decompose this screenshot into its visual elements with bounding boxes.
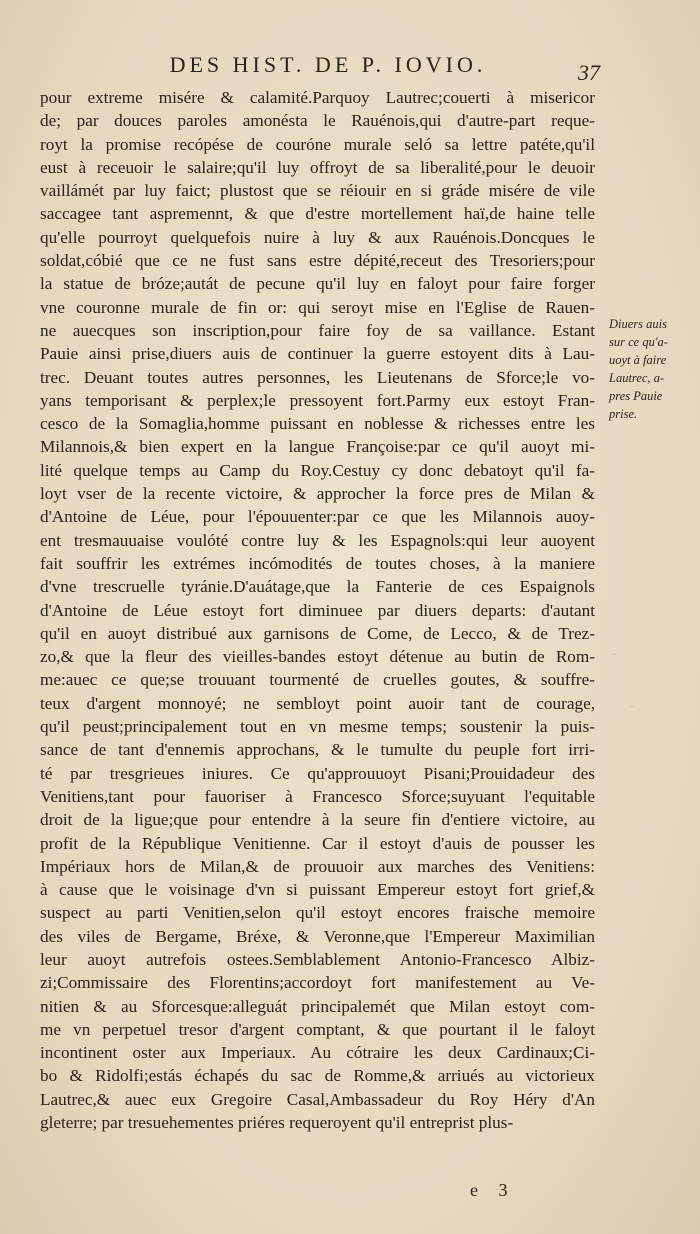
text-line: qu'il peust;principalement tout en vn mesme temps; soustenir la puis- (40, 717, 595, 737)
text-line: ne auecques son inscription,pour faire foy de sa vaillance. Estant (40, 320, 595, 340)
text-line: suspect au parti Venitien,selon qu'il estoyt encores fraische memoire (40, 903, 595, 923)
text-line: nitien & au Sforcesque:alleguát principalemét que Milan estoyt com- (40, 996, 595, 1016)
marginal-note-line: Lautrec, a- (609, 371, 665, 385)
text-line: cesco de la Somaglia,homme puissant en noblesse & richesses entre les (40, 414, 595, 434)
text-line: sance de tant d'ennemis approchans, & le tumulte du peuple fort irri- (40, 740, 595, 760)
text-line: d'vne trescruelle tyránie.D'auátage,que la Fanterie de ces Espaignols (40, 577, 595, 597)
text-line: bo & Ridolfi;estás échapés du sac de Romme,& arriués au victorieux (40, 1066, 595, 1086)
show-through-mark: - (612, 648, 616, 660)
text-line: soldat,cóbié que ce ne fust sans estre dépité,receut des Tresoriers;pour (40, 251, 595, 271)
text-line: qu'il en auoyt distribué aux garnisons de Come, de Lecco, & de Trez- (40, 623, 595, 643)
text-line: eust à receuoir le salaire;qu'il luy offroyt de sa liberalité,pour le deuoir (40, 157, 595, 177)
marginal-note (609, 315, 695, 423)
text-line: des viles de Bergame, Bréxe, & Veronne,que l'Empereur Maximilian (40, 926, 595, 946)
text-line: royt la promise recópése de couróne murale seló sa lettre patéte,qu'il (40, 134, 595, 154)
text-line: zo,& que la fleur des vieilles-bandes estoyt détenue au butin de Rom- (40, 647, 595, 667)
text-line: Pauie ainsi prise,diuers auis de continuer la guerre estoyent dits à Lau- (40, 344, 595, 364)
text-line: d'Antoine de Léue, pour l'épouuenter:par ce que les Milannois auoy- (40, 507, 595, 527)
running-title: DES HIST. DE P. IOVIO. (169, 52, 487, 77)
signature-mark: e 3 (470, 1180, 516, 1200)
text-line: loyt vser de la recente victoire, & approcher la force pres de Milan & (40, 484, 595, 504)
main-text-block (40, 86, 595, 1134)
text-line: trec. Deuant toutes autres personnes, les Lieutenans de Sforce;le vo- (40, 367, 595, 387)
text-line: incontinent oster aux Imperiaux. Au cótraire les deux Cardinaux;Ci- (40, 1043, 595, 1063)
text-line: pour extreme misére & calamité.Parquoy Lautrec;couerti à misericor (40, 88, 595, 107)
page-number: 37 (578, 60, 600, 85)
text-line: fait souffrir les extrémes incómodités de toutes choses, à la maniere (40, 553, 595, 573)
marginal-note-line: sur ce qu'a- (609, 335, 668, 349)
text-line: yans temporisant & perplex;le pressoyent fort.Parmy eux estoyt Fran- (40, 390, 595, 410)
text-line: d'Antoine de Léue estoyt fort diminuee par diuers departs: d'autant (40, 600, 595, 620)
text-line: de; par douces paroles amonésta le Rauénois,qui d'autre-part reque- (40, 111, 595, 131)
text-line: zi;Commissaire des Florentins;accordoyt fort manifestement au Ve- (40, 973, 595, 993)
text-line: Lautrec,& auec eux Gregoire Casal,Ambassadeur du Roy Héry d'An (40, 1089, 595, 1109)
text-line: la statue de bróze;autát de pecune qu'il luy en faloyt pour faire forger (40, 274, 595, 294)
marginal-note-line: pres Pauie (609, 389, 663, 403)
text-line: qu'elle pourroyt quelquefois nuire à luy & aux Rauénois.Doncques le (40, 227, 595, 247)
text-line: Venitiens,tant pour fauoriser à Francesco Sforce;suyuant l'equitable (40, 786, 595, 806)
text-line: teux d'argent monnoyé; ne sembloyt point auoir tant de courage, (40, 693, 595, 713)
text-line: leur auoyt autrefois ostees.Semblablement Antonio-Francesco Albiz- (40, 949, 595, 969)
show-through-mark: - (630, 700, 634, 712)
text-line: lité quelque temps au Camp du Roy.Cestuy cy donc debatoyt qu'il fa- (40, 460, 595, 480)
text-line: Milannois,& bien expert en la langue Françoise:par ce qu'il auoyt mi- (40, 437, 595, 457)
text-line: à cause que le voisinage d'vn si puissant Empereur estoyt fort grief,& (40, 880, 595, 900)
text-line: ent tresmauuaise voulóté contre luy & les Espagnols:qui leur auoyent (40, 530, 595, 550)
text-line: me vn perpetuel tresor d'argent comptant, & que pourtant il le faloyt (40, 1019, 595, 1039)
marginal-note-line: Diuers auis (609, 317, 667, 331)
text-line: droit de la ligue;que pour entendre à la seure fin d'entiere victoire, au (40, 810, 595, 830)
text-line: profit de la République Venitienne. Car il estoyt d'auis de pousser les (40, 833, 595, 853)
marginal-note-line: uoyt à faire (609, 353, 667, 367)
text-line: vne couronne murale de fin or: qui seroyt mise en l'Eglise de Rauen- (40, 297, 595, 317)
marginal-note-line: prise. (609, 407, 638, 421)
text-line: vaillámét par luy faict; plustost que se réiouir en si gráde misére de vile (40, 181, 595, 201)
text-line: saccagee tant aspremennt, & que d'estre mortellement haï,de haine telle (40, 204, 595, 224)
text-line: té par tresgrieues iniures. Ce qu'approuuoyt Pisani;Prouidadeur des (40, 763, 595, 783)
text-line: Impériaux hors de Milan,& de prouuoir aux marches des Venitiens: (40, 856, 595, 876)
text-line: me:auec ce que;se trouuant tourmenté de cruelles goutes, & souffre- (40, 670, 595, 690)
text-line: gleterre; par tresuehementes priéres requeroyent qu'il entreprist plus- (40, 1113, 514, 1133)
